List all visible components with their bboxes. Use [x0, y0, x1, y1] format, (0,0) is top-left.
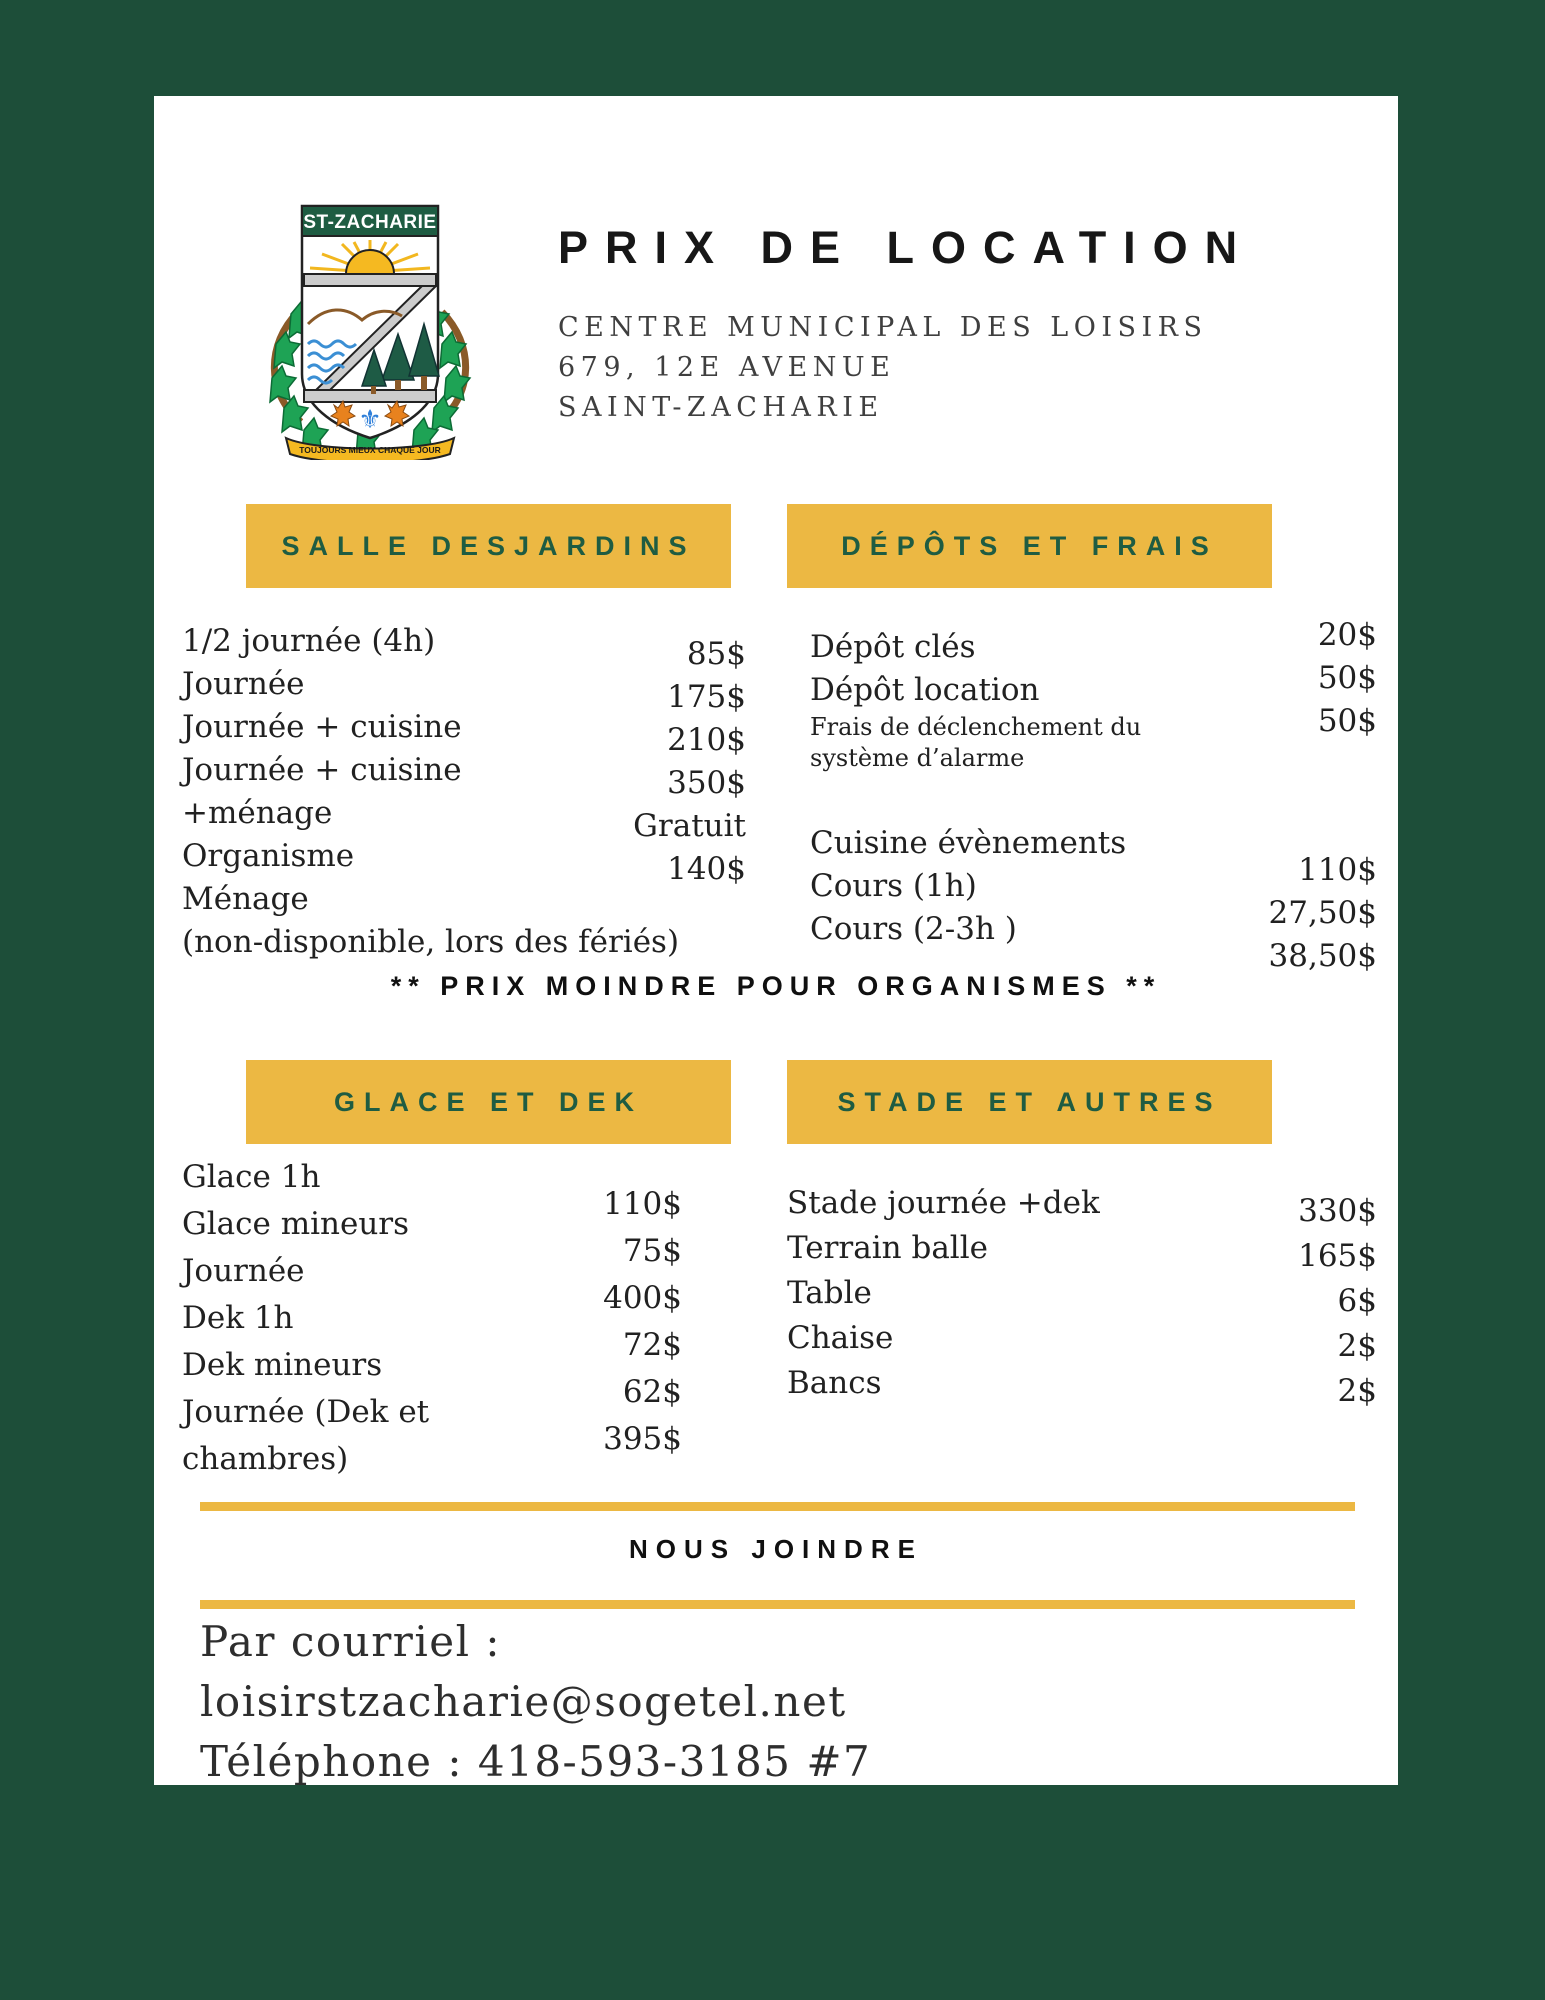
- section-items: [787, 617, 1377, 978]
- price-item-label: Journée + cuisine +ménage: [182, 752, 462, 831]
- price-group: [182, 620, 746, 921]
- price-item-label: Dek 1h: [182, 1300, 294, 1336]
- price-column: [1237, 614, 1377, 774]
- section-note: (non-disponible, lors des fériés): [182, 924, 680, 960]
- subtitle-line-1: CENTRE MUNICIPAL DES LOISIRS: [558, 312, 1208, 343]
- contact-phone: Téléphone : 418-593-3185 #7: [200, 1737, 872, 1786]
- price-item-label: Dek mineurs: [182, 1347, 383, 1383]
- motto-text: TOUJOURS MIEUX CHAQUE JOUR: [299, 445, 441, 455]
- price-item-value: 210$: [667, 722, 746, 758]
- section-title-salle-desjardins: SALLE DESJARDINS: [246, 504, 731, 588]
- price-item-label: Cours (1h): [810, 868, 977, 904]
- label-column: [810, 626, 1237, 774]
- price-item-label: Dépôt clés: [810, 629, 976, 665]
- price-item-label: Journée: [182, 666, 305, 702]
- price-item-value: 50$: [1317, 660, 1377, 696]
- price-item-value: Gratuit: [633, 808, 746, 844]
- subtitle-line-3: SAINT-ZACHARIE: [558, 392, 884, 423]
- label-column: [787, 1181, 1237, 1414]
- price-column: [542, 1181, 682, 1483]
- section-title-stade-et-autres: STADE ET AUTRES: [787, 1060, 1272, 1144]
- price-item-value: 85$: [686, 636, 746, 672]
- label-column: [182, 1154, 542, 1483]
- price-column: [606, 633, 746, 921]
- price-column: [1237, 1189, 1377, 1414]
- price-group: [810, 822, 1377, 978]
- fleur-de-lis-icon: ⚜: [358, 405, 382, 435]
- price-item-value: 395$: [603, 1421, 682, 1457]
- contact-block: [200, 1612, 871, 1792]
- price-item-value: 330$: [1298, 1193, 1377, 1229]
- price-item-label: Journée + cuisine: [182, 709, 462, 745]
- price-column: [1237, 849, 1377, 978]
- document-page: [154, 96, 1398, 1785]
- price-item-value: 165$: [1298, 1238, 1377, 1274]
- label-column: [810, 822, 1237, 978]
- price-item-label: Dépôt location: [810, 672, 1040, 708]
- contact-heading: NOUS JOINDRE: [629, 1534, 923, 1564]
- price-item-label: Table: [787, 1275, 872, 1311]
- price-group: [182, 1154, 746, 1483]
- price-item-label: Stade journée +dek: [787, 1185, 1100, 1221]
- section-items: [787, 1181, 1377, 1414]
- price-group: [810, 617, 1377, 774]
- section-items: [182, 1154, 746, 1483]
- contact-line-courriel: Par courriel :: [200, 1617, 502, 1666]
- price-item-value: 20$: [1317, 617, 1377, 653]
- price-item-label: Glace mineurs: [182, 1206, 410, 1242]
- price-item-value: 72$: [622, 1327, 682, 1363]
- header-text-block: [558, 222, 1318, 428]
- price-item-value: 350$: [667, 765, 746, 801]
- section-items: [182, 620, 746, 964]
- price-item-label: Cuisine évènements: [810, 825, 1127, 861]
- section-depots-et-frais: [787, 504, 1377, 978]
- organismes-note: ** PRIX MOINDRE POUR ORGANISMES **: [390, 971, 1162, 1001]
- price-group: [787, 1181, 1377, 1414]
- price-item-value: 110$: [1298, 852, 1377, 888]
- divider-rule-bottom: [200, 1600, 1355, 1609]
- price-item-value: 27,50$: [1268, 895, 1377, 931]
- section-title-glace-et-dek: GLACE ET DEK: [246, 1060, 731, 1144]
- price-item-value: 50$: [1317, 703, 1377, 739]
- price-item-value: 62$: [622, 1374, 682, 1410]
- price-item-label: 1/2 journée (4h): [182, 623, 436, 659]
- price-item-label: Journée: [182, 1253, 305, 1289]
- price-item-value: 2$: [1337, 1328, 1377, 1364]
- label-column: [182, 620, 606, 921]
- price-item-label: Frais de déclenchement du système d’alarme: [810, 713, 1142, 772]
- section-glace-et-dek: [182, 1060, 746, 1483]
- municipal-crest-logo: [246, 194, 494, 460]
- logo-banner-text: ST-ZACHARIE: [303, 212, 437, 233]
- price-item-label: Organisme: [182, 838, 355, 874]
- section-salle-desjardins: [182, 504, 746, 964]
- section-title-depots-et-frais: DÉPÔTS ET FRAIS: [787, 504, 1272, 588]
- divider-rule-top: [200, 1502, 1355, 1511]
- price-item-label: Journée (Dek et chambres): [182, 1394, 430, 1477]
- price-item-value: 6$: [1337, 1283, 1377, 1319]
- price-item-label: Ménage: [182, 881, 309, 917]
- subtitle-line-2: 679, 12E AVENUE: [558, 352, 896, 383]
- price-item-value: 2$: [1337, 1373, 1377, 1409]
- price-item-label: Cours (2-3h ): [810, 911, 1017, 947]
- price-item-label: Bancs: [787, 1365, 882, 1401]
- price-item-value: 175$: [667, 679, 746, 715]
- price-item-label: Chaise: [787, 1320, 894, 1356]
- price-item-label: Glace 1h: [182, 1159, 321, 1195]
- price-item-value: 75$: [622, 1233, 682, 1269]
- contact-email: loisirstzacharie@sogetel.net: [200, 1677, 847, 1726]
- price-item-value: 38,50$: [1268, 938, 1377, 974]
- price-item-value: 110$: [603, 1186, 682, 1222]
- price-item-value: 140$: [667, 851, 746, 887]
- section-stade-et-autres: [787, 1060, 1377, 1414]
- price-item-label: Terrain balle: [787, 1230, 988, 1266]
- page-title: PRIX DE LOCATION: [558, 222, 1255, 273]
- price-item-value: 400$: [603, 1280, 682, 1316]
